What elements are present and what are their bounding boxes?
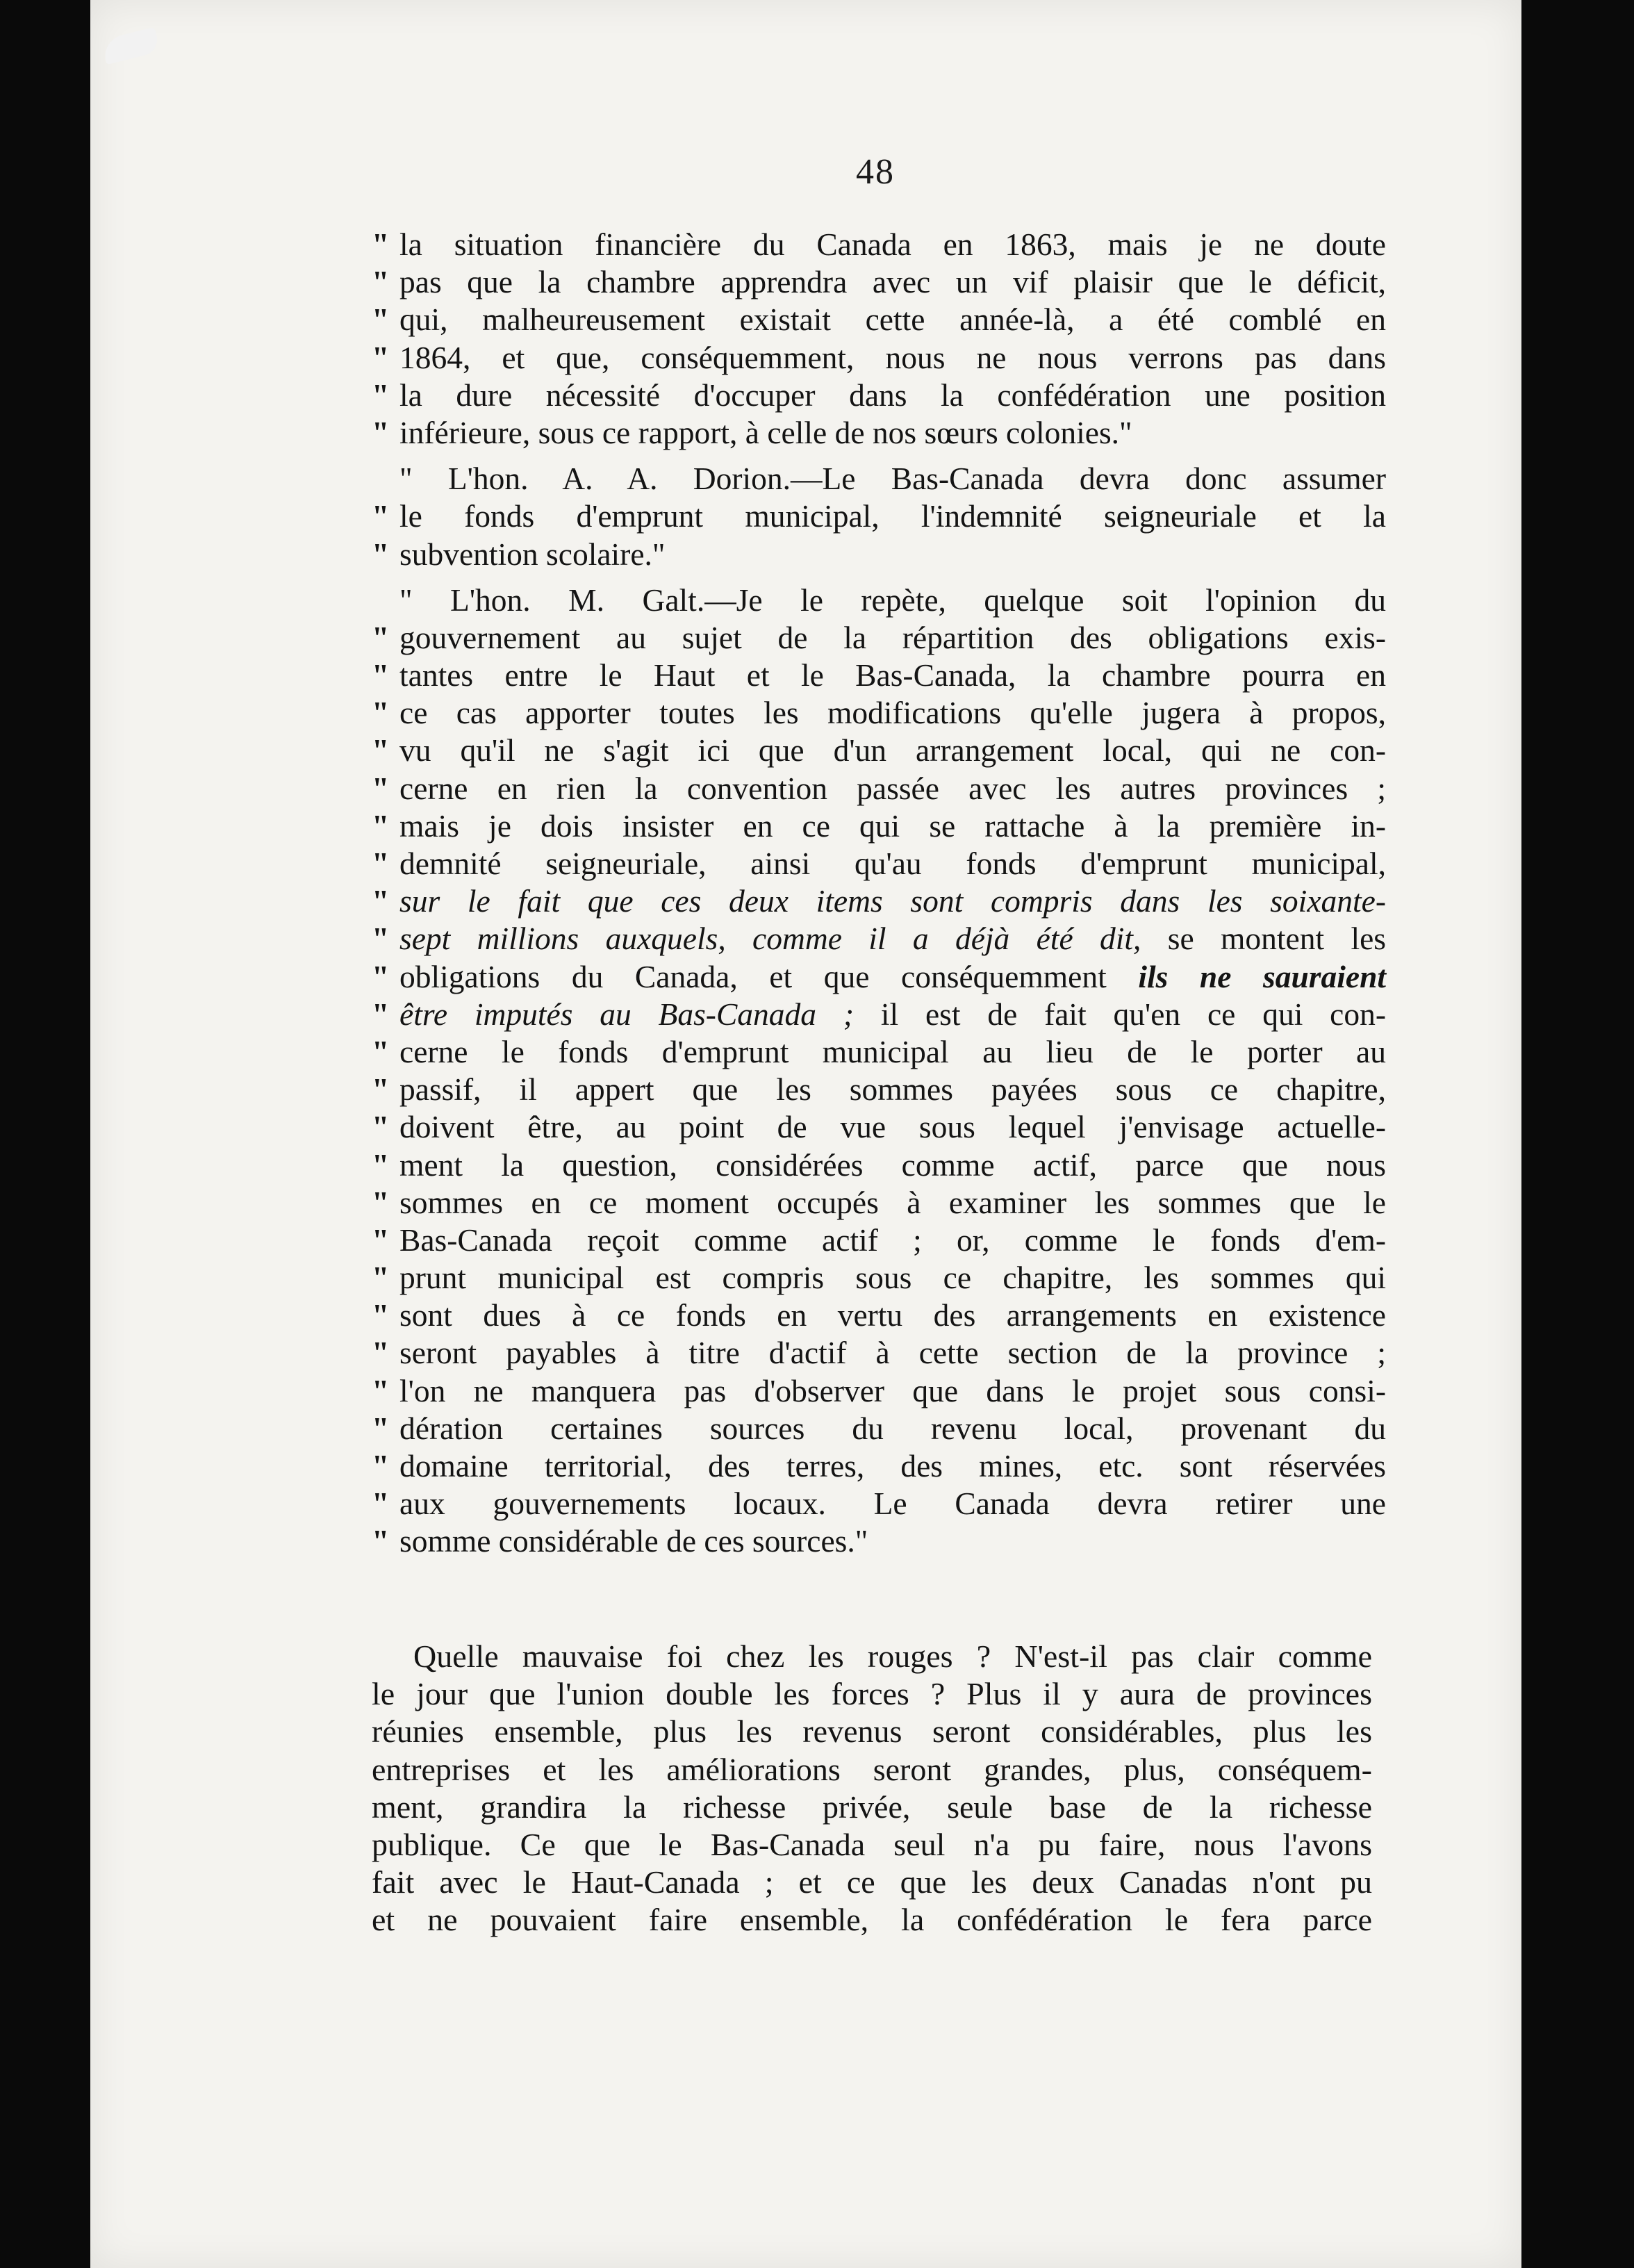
paragraph-line: réunies ensemble, plus les revenus seront considérables, plus les xyxy=(372,1714,1372,1750)
quote-mark: " xyxy=(372,1109,390,1145)
quote-mark: " xyxy=(372,302,390,338)
text-line: " passif, il appert que les sommes payées sous ce chapitre, xyxy=(372,1071,1386,1108)
text-line: " cerne en rien la convention passée avec les autres provinces ; xyxy=(372,770,1386,807)
quote-mark: " xyxy=(372,1222,390,1258)
page-number: 48 xyxy=(856,152,895,192)
text-line: " sommes en ce moment occupés à examiner les sommes que le xyxy=(372,1184,1386,1222)
quote-mark: " xyxy=(372,1147,390,1183)
paragraph-line: Quelle mauvaise foi chez les rouges ? N'est-il pas clair comme xyxy=(413,1638,1372,1674)
text-line: " pas que la chambre apprendra avec un vif plaisir que le déficit, xyxy=(372,263,1386,301)
quote-mark: " xyxy=(372,695,390,731)
quote-mark: " xyxy=(372,1033,390,1069)
quote-mark: " xyxy=(372,498,390,534)
text-line: " vu qu'il ne s'agit ici que d'un arrangement local, qui ne con- xyxy=(372,732,1386,769)
quote-mark: " xyxy=(372,1260,390,1296)
text-line: " cerne le fonds d'emprunt municipal au lieu de le porter au xyxy=(372,1033,1386,1071)
quote-mark: " xyxy=(372,770,390,806)
scan-artifact xyxy=(101,27,160,65)
paragraph-line: ment, grandira la richesse privée, seule base de la richesse xyxy=(372,1789,1372,1825)
quote-mark: " xyxy=(372,1297,390,1333)
text-line: " domaine territorial, des terres, des mines, etc. sont réservées xyxy=(372,1447,1386,1485)
speaker-line: " L'hon. A. A. Dorion.—Le Bas-Canada devra donc assumer xyxy=(399,461,1386,497)
text-line: " ce cas apporter toutes les modifications qu'elle jugera à propos, xyxy=(372,694,1386,732)
text-line: " la situation financière du Canada en 1863, mais je ne doute xyxy=(372,226,1386,263)
text-line: " dération certaines sources du revenu local, provenant du xyxy=(372,1410,1386,1447)
text-line-mixed: " sept millions auxquels, comme il a déjà été dit, se montent les xyxy=(372,920,1386,958)
quote-mark: " xyxy=(372,1486,390,1522)
quote-mark: " xyxy=(372,339,390,375)
text-line: " le fonds d'emprunt municipal, l'indemnité seigneuriale et la xyxy=(372,498,1386,535)
quote-mark: " xyxy=(372,414,390,450)
text-line: " Bas-Canada reçoit comme actif ; or, comme le fonds d'em- xyxy=(372,1222,1386,1259)
paragraph-line: fait avec le Haut-Canada ; et ce que les deux Canadas n'ont pu xyxy=(372,1864,1372,1900)
text-line-mixed: " être imputés au Bas-Canada ; il est de fait qu'en ce qui con- xyxy=(372,996,1386,1033)
body-paragraph xyxy=(372,1638,1372,1939)
quote-mark: " xyxy=(372,1410,390,1446)
text-line: " ment la question, considérées comme actif, parce que nous xyxy=(372,1147,1386,1184)
text-line: " qui, malheureusement existait cette année-là, a été comblé en xyxy=(372,301,1386,338)
text-line: " aux gouvernements locaux. Le Canada devra retirer une xyxy=(372,1485,1386,1522)
text-line: " mais je dois insister en ce qui se rattache à la première in- xyxy=(372,807,1386,845)
text-line-italic: " sur le fait que ces deux items sont compris dans les soixante- xyxy=(372,882,1386,920)
quote-mark: " xyxy=(372,377,390,413)
quote-mark: " xyxy=(372,657,390,693)
text-line: " subvention scolaire." xyxy=(372,536,1386,573)
quote-mark: " xyxy=(372,619,390,655)
text-line: " gouvernement au sujet de la répartition des obligations exis- xyxy=(372,619,1386,657)
quote-mark: " xyxy=(372,536,390,572)
quote-mark: " xyxy=(372,807,390,844)
quote-mark: " xyxy=(372,1523,390,1559)
text-line: " demnité seigneuriale, ainsi qu'au fonds d'emprunt municipal, xyxy=(372,845,1386,882)
text-line: " l'on ne manquera pas d'observer que dans le projet sous consi- xyxy=(372,1372,1386,1410)
quote-mark: " xyxy=(372,227,390,262)
paragraph-line: entreprises et les améliorations seront grandes, plus, conséquem- xyxy=(372,1751,1372,1787)
paragraph-line: et ne pouvaient faire ensemble, la confédération le fera parce xyxy=(372,1902,1372,1938)
quote-mark: " xyxy=(372,883,390,919)
text-line: " la dure nécessité d'occuper dans la confédération une position xyxy=(372,377,1386,414)
quote-mark: " xyxy=(372,264,390,300)
quote-mark: " xyxy=(372,1335,390,1371)
text-line: " doivent être, au point de vue sous lequel j'envisage actuelle- xyxy=(372,1108,1386,1146)
text-line: " seront payables à titre d'actif à cette section de la province ; xyxy=(372,1334,1386,1372)
paragraph-line: le jour que l'union double les forces ? Plus il y aura de provinces xyxy=(372,1676,1372,1712)
quote-mark: " xyxy=(372,1184,390,1220)
speaker-line: " L'hon. M. Galt.—Je le repète, quelque soit l'opinion du xyxy=(399,582,1386,618)
quote-mark: " xyxy=(372,1448,390,1484)
quote-mark: " xyxy=(372,846,390,881)
quote-mark: " xyxy=(372,1372,390,1408)
quote-mark: " xyxy=(372,958,390,994)
paragraph-line: publique. Ce que le Bas-Canada seul n'a pu faire, nous l'avons xyxy=(372,1826,1372,1862)
text-line-mixed: " obligations du Canada, et que conséquemment ils ne sauraient xyxy=(372,958,1386,996)
text-line: " prunt municipal est compris sous ce chapitre, les sommes qui xyxy=(372,1259,1386,1297)
text-line: " somme considérable de ces sources." xyxy=(372,1522,1386,1560)
quote-mark: " xyxy=(372,921,390,957)
quoted-speech xyxy=(372,226,1386,1561)
text-line: " sont dues à ce fonds en vertu des arrangements en existence xyxy=(372,1297,1386,1334)
quote-mark: " xyxy=(372,1071,390,1108)
quote-mark: " xyxy=(372,732,390,769)
quote-mark: " xyxy=(372,996,390,1032)
text-line: " inférieure, sous ce rapport, à celle de nos sœurs colonies." xyxy=(372,414,1386,452)
text-line: " 1864, et que, conséquemment, nous ne nous verrons pas dans xyxy=(372,339,1386,377)
text-line: " tantes entre le Haut et le Bas-Canada, la chambre pourra en xyxy=(372,657,1386,694)
